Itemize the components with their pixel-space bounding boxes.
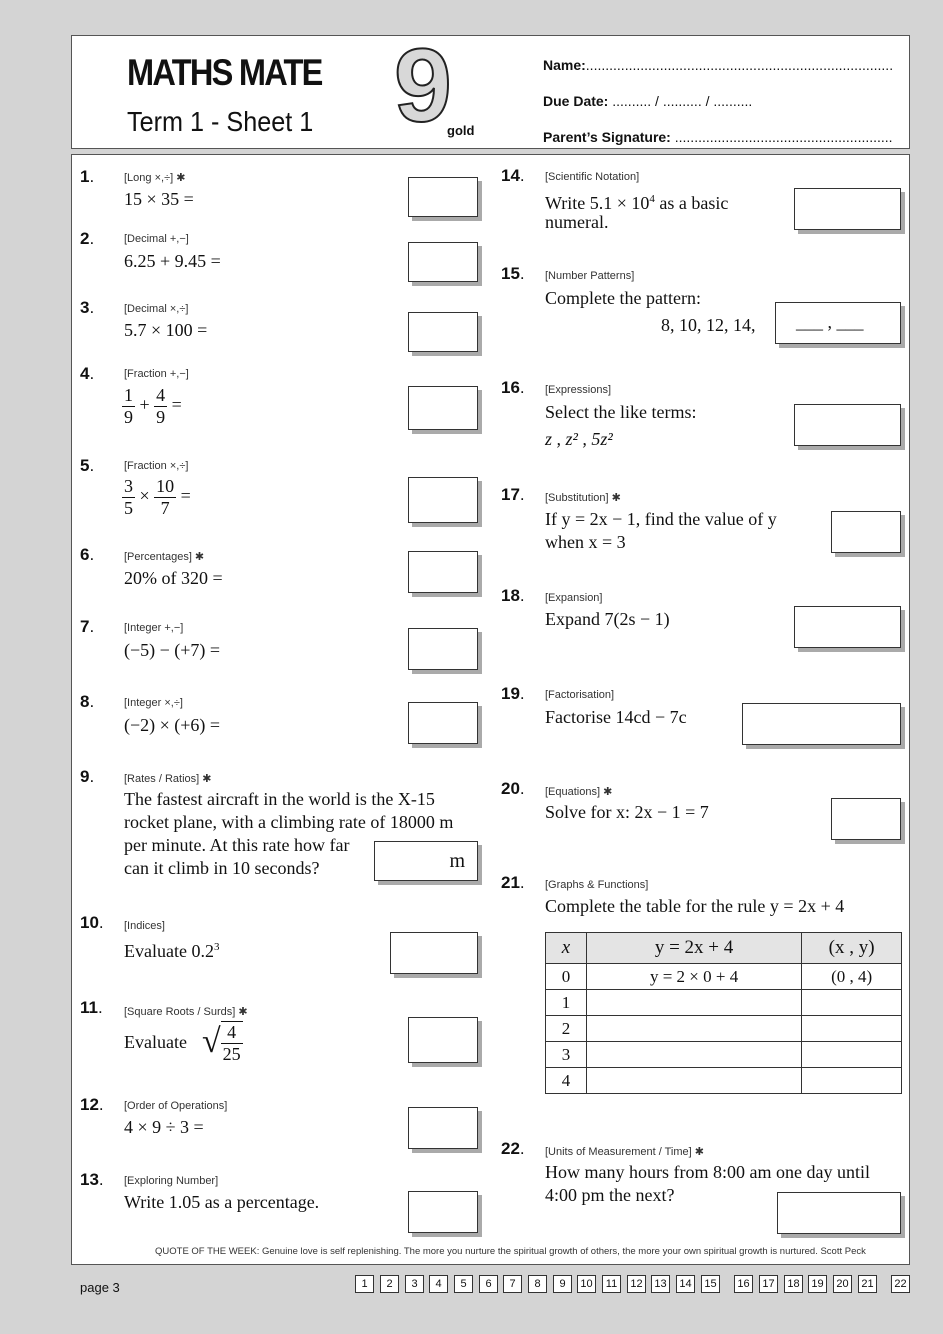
q15-line-2: 8, 10, 12, 14, xyxy=(661,315,756,335)
q22-topic: [Units of Measurement / Time] ✱ xyxy=(545,1146,704,1158)
q14-number: 14. xyxy=(501,166,525,185)
q9-line-1: The fastest aircraft in the world is the X-15 xyxy=(124,789,435,809)
q8-number: 8. xyxy=(80,692,95,711)
page-number-box: 8 xyxy=(528,1275,547,1293)
q22-answer-box[interactable] xyxy=(777,1192,901,1234)
page-number-box: 7 xyxy=(503,1275,522,1293)
page-number-box: 2 xyxy=(380,1275,399,1293)
q11-answer-box[interactable] xyxy=(408,1017,478,1063)
q18-text: Expand 7(2s − 1) xyxy=(545,609,670,629)
table-row xyxy=(546,1042,902,1068)
q21-text: Complete the table for the rule y = 2x + 4 xyxy=(545,896,845,916)
table-cell-input[interactable] xyxy=(802,1068,902,1094)
q13-number: 13. xyxy=(80,1170,104,1189)
q4-topic: [Fraction +,−] xyxy=(124,368,189,380)
q21-topic: [Graphs & Functions] xyxy=(545,879,649,891)
table-cell: (0 , 4) xyxy=(802,964,902,990)
q19-text: Factorise 14cd − 7c xyxy=(545,707,687,727)
q4-fraction-1: $\frac{1}{9}$ xyxy=(124,385,133,427)
q22-line-2: 4:00 pm the next? xyxy=(545,1185,675,1205)
page-number-box: 11 xyxy=(602,1275,621,1293)
q16-line-1: Select the like terms: xyxy=(545,402,697,422)
q17-line-2: when x = 3 xyxy=(545,532,626,552)
q11-topic: [Square Roots / Surds] ✱ xyxy=(124,1006,248,1018)
q11-number: 11. xyxy=(80,998,103,1017)
q3-number: 3. xyxy=(80,298,95,317)
q14-line-1: Write $5.1 \times 10^4$ as a basic xyxy=(545,193,729,213)
q5-topic: [Fraction ×,÷] xyxy=(124,460,189,472)
q13-topic: [Exploring Number] xyxy=(124,1175,219,1187)
q20-topic: [Equations] ✱ xyxy=(545,786,613,798)
q15-answer-box[interactable] xyxy=(775,302,901,344)
page-number-box: 5 xyxy=(454,1275,473,1293)
q7-number: 7. xyxy=(80,617,95,636)
table-cell-input[interactable] xyxy=(802,990,902,1016)
page-number-box: 10 xyxy=(577,1275,596,1293)
page-number-box: 18 xyxy=(784,1275,803,1293)
page-number-box: 21 xyxy=(858,1275,877,1293)
q9-topic: [Rates / Ratios] ✱ xyxy=(124,773,212,785)
page-number-box: 9 xyxy=(553,1275,572,1293)
due-label: Due Date: xyxy=(543,93,609,109)
q2-text: 6.25 + 9.45 = xyxy=(124,251,221,271)
table-cell-input[interactable] xyxy=(802,1042,902,1068)
q15-line-1: Complete the pattern: xyxy=(545,288,701,308)
q6-text: 20% of 320 = xyxy=(124,568,223,588)
level-sub: gold xyxy=(447,123,475,138)
page-number-box: 12 xyxy=(627,1275,646,1293)
worksheet-title: MATHS MATE xyxy=(127,52,322,93)
q19-answer-box[interactable] xyxy=(742,703,901,745)
q21-table-header xyxy=(546,933,902,964)
q10-number: 10. xyxy=(80,913,104,932)
quote-of-the-week: QUOTE OF THE WEEK: Genuine love is self replenishing. The more you nurture the spiritual growth of others, the more your own spiritual growth is nurtured. Scott Peck xyxy=(155,1246,866,1257)
q8-topic: [Integer ×,÷] xyxy=(124,697,183,709)
q5-answer-box[interactable] xyxy=(408,477,478,523)
q12-number: 12. xyxy=(80,1095,104,1114)
q6-topic: [Percentages] ✱ xyxy=(124,551,205,563)
q10-text: Evaluate $0.2^3$ xyxy=(124,941,220,961)
q2-number: 2. xyxy=(80,229,95,248)
q17-answer-box[interactable] xyxy=(831,511,901,553)
page-number-box: 20 xyxy=(833,1275,852,1293)
table-cell: 0 xyxy=(546,964,587,990)
table-cell: 2 xyxy=(546,1016,587,1042)
q9-line-3: per minute. At this rate how far xyxy=(124,835,350,855)
table-cell-input[interactable] xyxy=(586,1042,801,1068)
q17-topic: [Substitution] ✱ xyxy=(545,492,621,504)
table-cell-input[interactable] xyxy=(586,1016,801,1042)
q4-number: 4. xyxy=(80,364,95,383)
q14-answer-box[interactable] xyxy=(794,188,901,230)
q3-answer-box[interactable] xyxy=(408,312,478,352)
worksheet-subtitle: Term 1 - Sheet 1 xyxy=(127,106,314,137)
q1-text: 15 × 35 = xyxy=(124,189,194,209)
table-cell: y = 2 × 0 + 4 xyxy=(586,964,801,990)
due-dots: .......... / .......... / .......... xyxy=(608,93,753,109)
q18-answer-box[interactable] xyxy=(794,606,901,648)
page-number-box: 6 xyxy=(479,1275,498,1293)
page-number-box: 13 xyxy=(651,1275,670,1293)
q21-col-point: (x , y) xyxy=(802,933,902,964)
table-cell-input[interactable] xyxy=(586,1068,801,1094)
page-number-box: 15 xyxy=(701,1275,720,1293)
q16-line-2: z , z² , 5z² xyxy=(545,429,613,449)
q14-line-2: numeral. xyxy=(545,212,609,232)
q20-answer-box[interactable] xyxy=(831,798,901,840)
page-number-box: 16 xyxy=(734,1275,753,1293)
q17-line-1: If y = 2x − 1, find the value of y xyxy=(545,509,777,529)
q9-line-2: rocket plane, with a climbing rate of 18000 m xyxy=(124,812,454,832)
page-number-box: 4 xyxy=(429,1275,448,1293)
q1-topic: [Long ×,÷] ✱ xyxy=(124,172,186,184)
page-number-box: 17 xyxy=(759,1275,778,1293)
page-number-box: 22 xyxy=(891,1275,910,1293)
q13-answer-box[interactable] xyxy=(408,1191,478,1233)
q22-number: 22. xyxy=(501,1139,525,1158)
table-cell: 4 xyxy=(546,1068,587,1094)
page-number-box: 3 xyxy=(405,1275,424,1293)
due-date-field[interactable] xyxy=(543,93,752,109)
table-cell-input[interactable] xyxy=(586,990,801,1016)
level-number: 9 xyxy=(394,28,452,144)
table-row xyxy=(546,1016,902,1042)
q2-answer-box[interactable] xyxy=(408,242,478,282)
sig-dots: ........................................................ xyxy=(670,129,893,145)
q10-topic: [Indices] xyxy=(124,920,165,932)
q15-number: 15. xyxy=(501,264,525,283)
page-number-box: 19 xyxy=(808,1275,827,1293)
signature-field[interactable] xyxy=(543,129,893,145)
q6-number: 6. xyxy=(80,545,95,564)
q20-text: Solve for x: 2x − 1 = 7 xyxy=(545,802,709,822)
table-cell-input[interactable] xyxy=(802,1016,902,1042)
q14-topic: [Scientific Notation] xyxy=(545,171,640,183)
q8-answer-box[interactable] xyxy=(408,702,478,744)
q8-text: (−2) × (+6) = xyxy=(124,715,221,735)
page-number-box: 14 xyxy=(676,1275,695,1293)
q13-text: Write 1.05 as a percentage. xyxy=(124,1192,320,1212)
q15-topic: [Number Patterns] xyxy=(545,270,635,282)
q19-topic: [Factorisation] xyxy=(545,689,615,701)
q11-text: Evaluate xyxy=(124,1032,187,1052)
table-cell: 1 xyxy=(546,990,587,1016)
table-row xyxy=(546,990,902,1016)
q1-answer-box[interactable] xyxy=(408,177,478,217)
page-label: page 3 xyxy=(80,1280,120,1295)
q12-text: 4 × 9 ÷ 3 = xyxy=(124,1117,204,1137)
q5-expression: $\frac{3}{5}$ × $\frac{10}{7}$ = xyxy=(124,476,191,518)
q21-col-rule: y = 2x + 4 xyxy=(586,933,801,964)
q6-answer-box[interactable] xyxy=(408,551,478,593)
page-number-box: 1 xyxy=(355,1275,374,1293)
q9-line-4: can it climb in 10 seconds? xyxy=(124,858,320,878)
name-field[interactable] xyxy=(543,57,893,73)
q9-number: 9. xyxy=(80,767,95,786)
q7-text: (−5) − (+7) = xyxy=(124,640,221,660)
q16-topic: [Expressions] xyxy=(545,384,612,396)
sig-label: Parent’s Signature: xyxy=(543,129,671,145)
q5-fraction-1: $\frac{3}{5}$ xyxy=(124,476,133,518)
table-cell: 3 xyxy=(546,1042,587,1068)
q12-answer-box[interactable] xyxy=(408,1107,478,1149)
q15-blanks: ___ , ___ xyxy=(796,312,864,332)
q4-answer-box[interactable] xyxy=(408,386,478,430)
q3-text: 5.7 × 100 = xyxy=(124,320,208,340)
q21-col-x: x xyxy=(546,933,587,964)
q9-unit: m xyxy=(449,850,465,872)
q1-number: 1. xyxy=(80,167,95,186)
q3-topic: [Decimal ×,÷] xyxy=(124,303,189,315)
q18-topic: [Expansion] xyxy=(545,592,603,604)
q22-line-1: How many hours from 8:00 am one day until xyxy=(545,1162,870,1182)
name-label: Name: xyxy=(543,57,586,73)
q4-expression: $\frac{1}{9}$ + $\frac{4}{9}$ = xyxy=(124,385,182,427)
q9-answer-box[interactable] xyxy=(374,841,478,881)
table-row xyxy=(546,1068,902,1094)
q16-number: 16. xyxy=(501,378,525,397)
q19-number: 19. xyxy=(501,684,525,703)
q21-number: 21. xyxy=(501,873,525,892)
q16-answer-box[interactable] xyxy=(794,404,901,446)
q5-fraction-2: $\frac{10}{7}$ xyxy=(156,476,175,518)
q12-topic: [Order of Operations] xyxy=(124,1100,228,1112)
q7-topic: [Integer +,−] xyxy=(124,622,184,634)
q2-topic: [Decimal +,−] xyxy=(124,233,189,245)
table-row xyxy=(546,964,902,990)
q7-answer-box[interactable] xyxy=(408,628,478,670)
q10-answer-box[interactable] xyxy=(390,932,478,974)
q11-fraction: $\frac{4}{25}$ xyxy=(222,1022,241,1064)
name-dots: ............................................................................... xyxy=(585,57,894,73)
q20-number: 20. xyxy=(501,779,525,798)
q21-table xyxy=(545,932,902,1094)
q4-fraction-2: $\frac{4}{9}$ xyxy=(156,385,166,427)
questions-panel xyxy=(71,154,910,1265)
q11-radical: √ $\frac{4}{25}$ xyxy=(202,1022,241,1064)
q17-number: 17. xyxy=(501,485,525,504)
q5-number: 5. xyxy=(80,456,95,475)
worksheet-header xyxy=(71,28,910,149)
q18-number: 18. xyxy=(501,586,525,605)
